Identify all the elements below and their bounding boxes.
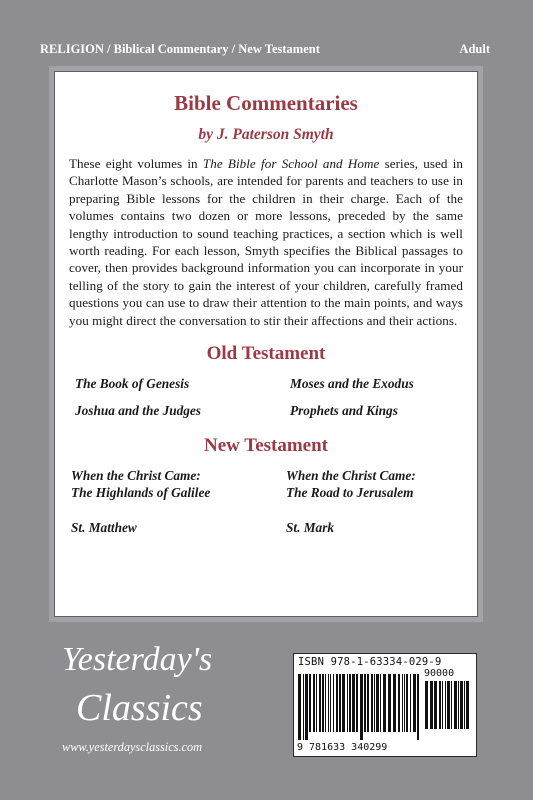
description-pre: These eight volumes in (69, 156, 203, 171)
book-title: The Book of Genesis (75, 376, 190, 392)
series-title: Bible Commentaries (174, 91, 358, 115)
book-title: Joshua and the Judges (75, 403, 201, 419)
book-title: When the Christ Came: The Road to Jerusalem (286, 468, 416, 501)
new-testament-heading: New Testament (203, 435, 329, 457)
category-path: RELIGION / Biblical Commentary / New Testament (40, 42, 320, 56)
isbn-label: ISBN 978-1-63334-029-9 (298, 656, 442, 668)
old-testament-books (69, 376, 463, 419)
new-testament-books (69, 467, 463, 536)
price-barcode-bars (425, 681, 471, 737)
book-title: St. Matthew (71, 520, 137, 536)
book-title: Prophets and Kings (290, 403, 398, 419)
logo-line1: Yesterday's (62, 641, 213, 678)
description-post: series, used in Charlotte Mason’s schools, are intended for parents and teachers to use in preparing Bible lessons for the children in their charge. Each of the volumes contains two dozen or more lessons, preceded by the same lengthy introduction to sound teaching practices, a section which is well worth reading. For each lesson, Smyth specifies the Biblical passages to cover, then provides background information you can incorporate in your telling of the story to gain the interest of your children, carefully framed questions you can use to draw their attention to the main points, and ways you might direct the conversation to stir their affections and their actions. (69, 156, 463, 328)
book-title: Moses and the Exodus (290, 376, 414, 392)
audience-label: Adult (459, 42, 490, 56)
logo-line2: Classics (76, 687, 203, 729)
book-title: St. Mark (286, 520, 335, 536)
book-title: When the Christ Came: The Highlands of Galilee (71, 468, 211, 501)
isbn-barcode (293, 653, 477, 757)
description-text (69, 155, 463, 329)
author-line: by J. Paterson Smyth (198, 126, 334, 143)
old-testament-heading: Old Testament (206, 343, 326, 365)
category-header (40, 42, 490, 57)
barcode-bars (298, 674, 420, 740)
publisher-logo (60, 634, 260, 734)
publisher-url[interactable]: www.yesterdaysclassics.com (62, 740, 203, 754)
price-code: 90000 (424, 668, 455, 679)
series-name: The Bible for School and Home (202, 156, 380, 171)
description-panel (54, 71, 478, 617)
publisher-logo-wordmark (60, 634, 260, 734)
barcode-number: 9 781633 340299 (297, 742, 388, 753)
